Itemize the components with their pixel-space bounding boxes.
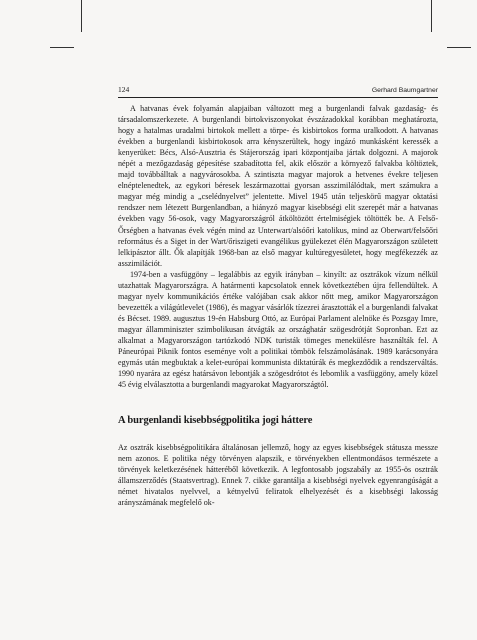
section-body [118,442,438,508]
section-heading: A burgenlandi kisebbségpolitika jogi háttere [118,415,313,427]
paragraph-2: 1974-ben a vasfüggöny – legalábbis az egyik irányban – kinyílt: az osztrákok vízum nélkül utazhattak Magyarországra. A határmenti kapcsolatok ennek következtében újra fellendültek. A magyar nyelv kommunikációs értéke valójában csak akkor nőtt meg, amikor Magyarországon bevezették a világútlevelet (1986), és magyar vásárlók tízezrei árasztották el a burgenlandi falvakat és Bécset. 1989. augusztus 19-én Habsburg Ottó, az Európai Parlament alelnöke és Pozsgay Imre, magyar államminiszter szimbolikusan átvágták az országhatár szögesdrótját Sopronban. Ezt az alkalmat a Magyarországon tartózkodó NDK turisták tömeges menekülésre használták fel. A Páneurópai Piknik fontos eseménye volt a politikai tömbök felszámolásának. 1989 karácsonyára egymás után megbuktak a kelet-európai kommunista diktatúrák és megkezdődik a rendszerváltás. 1990 nyarára az egész határsávon lebontják a szögesdrótot és lebomlik a vasfüggöny, amely közel 45 évig elválasztotta a burgenlandi magyarokat Magyarországtól. [118,269,438,390]
paragraph-1: A hatvanas évek folyamán alapjaiban változott meg a burgenlandi falvak gazdaság- és társadalomszerkezete. A burgenlandi birtokviszonyokat évszázadokkal korábban meghatározta, hogy a hatalmas uradalmi birtokok mellett a törpe- és kisbirtokos forma uralkodott. A hatvanas években a burgenlandi kisbirtokosok arra kényszerültek, hogy ingázó munkásként keressék a kenyerüket: Bécs, Alsó-Ausztria és Stájerország ipari központjaiba jártak dolgozni. A majorok népét a mezőgazdaság gépesítése szabadította fel, akik először a környező falvakba költöztek, majd továbbálltak a nagyvárosokba. A szintiszta magyar majorok a hetvenes évekre teljesen elnéptelenedtek, az egykori béresek leszármazottai gyorsan asszimilálódtak, mert számukra a magyar még mindig a „cselédnyelvet” jelentette. Mivel 1945 után teljeskörű magyar oktatási rendszer nem létezett Burgenlandban, a hiányzó magyar kisebbségi elit szerepét már a hatvanas években vagy 56-osok, vagy Magyarországról átköltözött értelmiségiek töltötték be. A Felső-Őrségben a hatvanas évek végén mind az Unterwart/alsóőri katolikus, mind az Oberwart/felsőőri református és a Siget in der Wart/őriszigeti evangélikus gyülekezet élén Magyarországon született lelkipásztor állt. Ők alapítják 1968-ban az első magyar kultúregyesületet, hogy megfékezzék az asszimilációt. [118,104,438,268]
body-text [118,103,438,390]
crop-mark-top-left-horizontal [50,47,74,48]
page-number: 124 [118,85,130,94]
crop-mark-top-right [431,0,432,32]
running-head-author: Gerhard Baumgartner [371,87,438,94]
running-head [118,85,438,98]
book-page [118,85,438,509]
crop-mark-top-left [81,0,82,32]
section-paragraph: Az osztrák kisebbségpolitikára általánosan jellemző, hogy az egyes kisebbségek státusza messze nem azonos. E politika négy törvényen alapszik, e törvényekben ellentmondásos természete a törvények keletkezésének hátteréből következik. A legfontosabb jogszabály az 1955-ös osztrák államszerződés (Staatsvertrag). Ennek 7. cikke garantálja a kisebbségi nyelvek egyenrangúságát a német hivatalos nyelvvel, a kétnyelvű feliratok elhelyezését és a kisebbségi lakosság arányszámának megfelelő ok- [118,443,438,508]
crop-mark-top-right-horizontal [447,47,471,48]
